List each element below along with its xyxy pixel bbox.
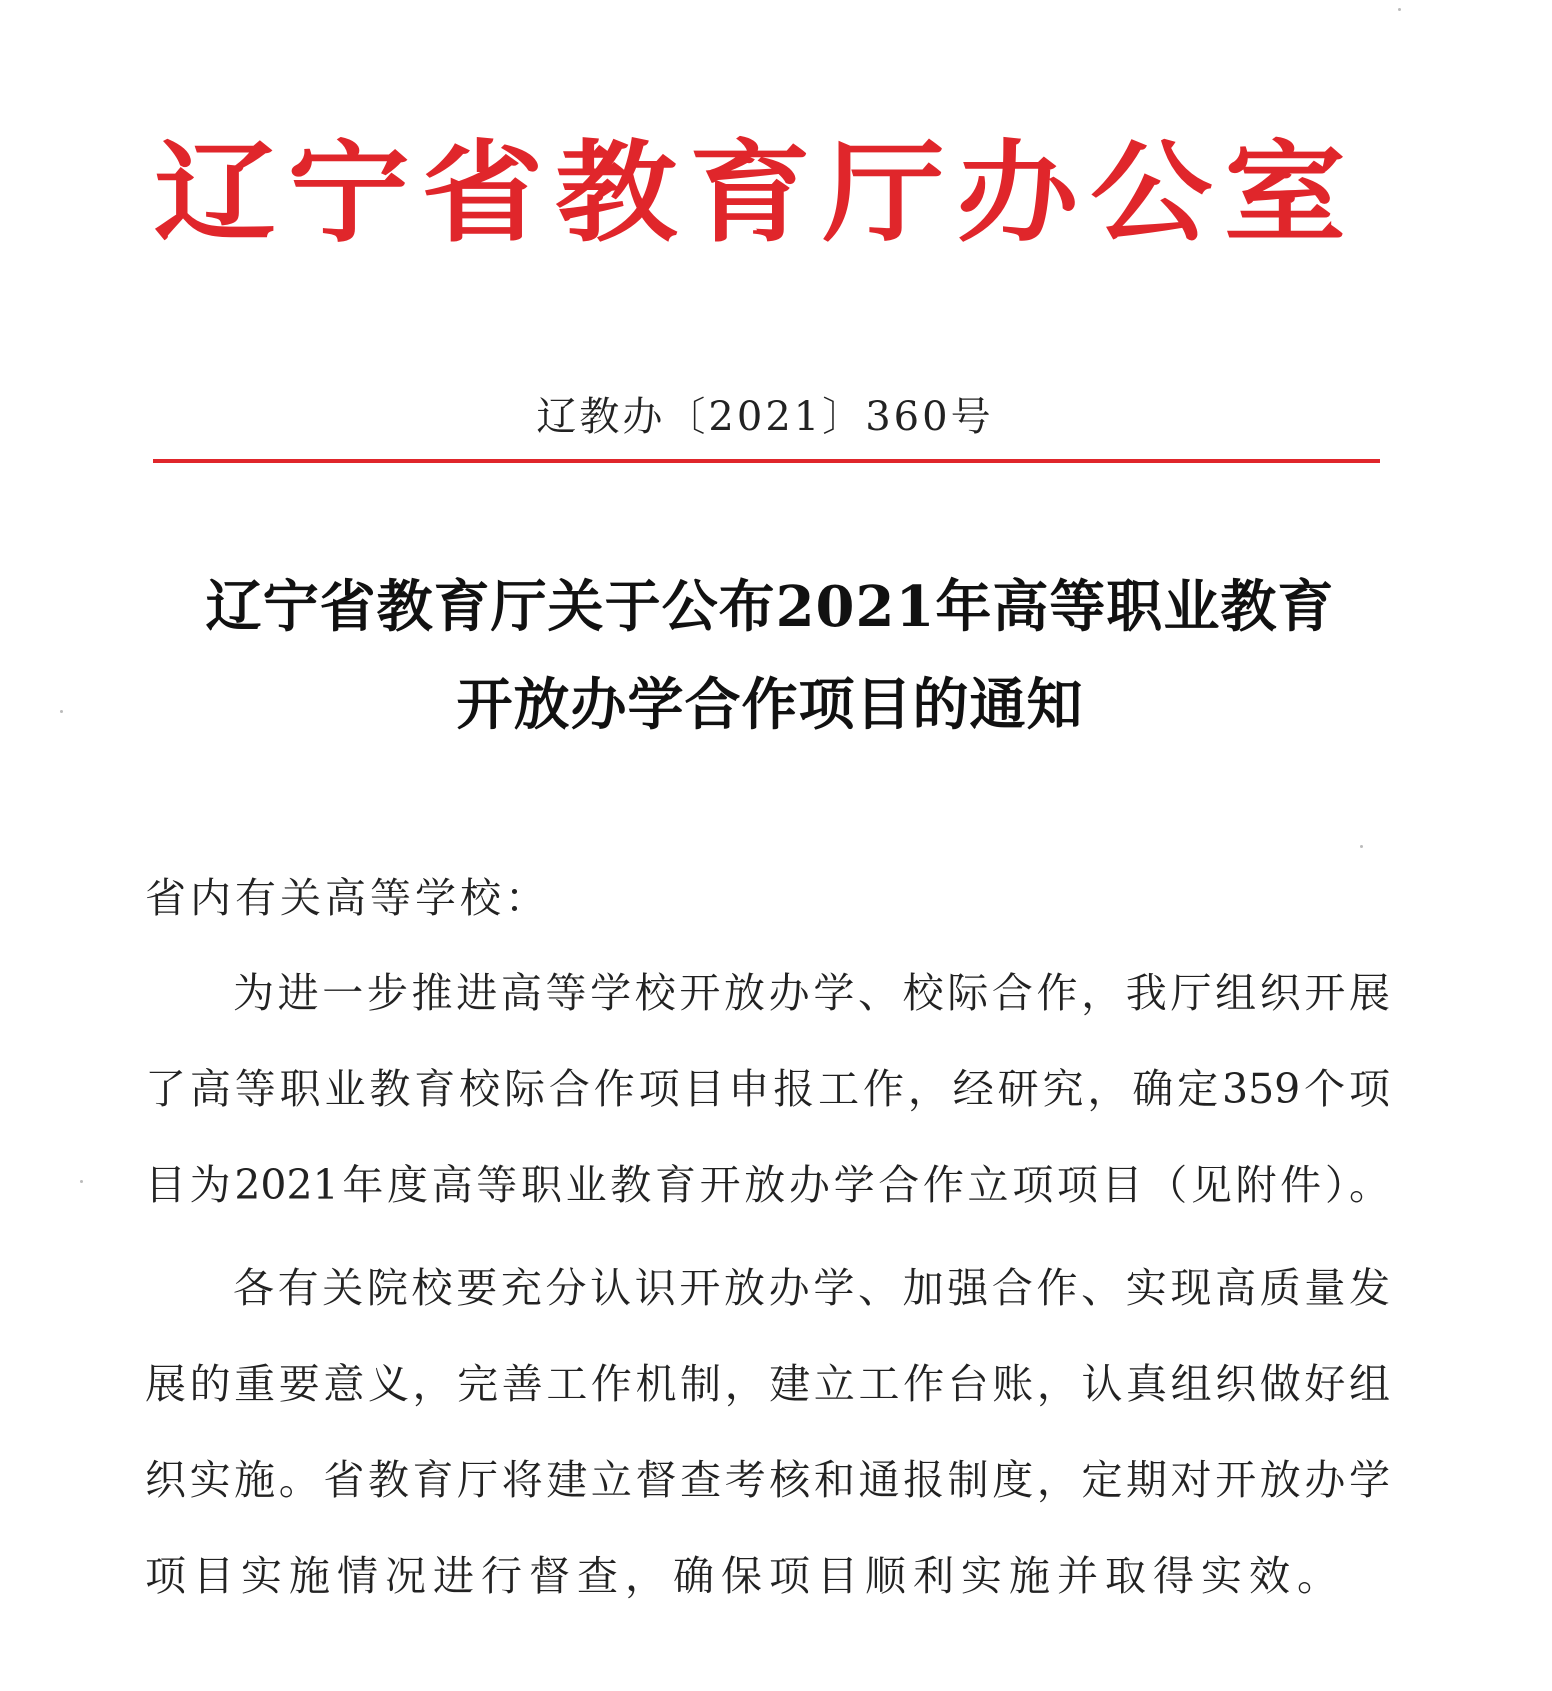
masthead-char: 宁 (287, 129, 410, 257)
masthead-char: 厅 (822, 129, 945, 257)
salutation: 省内有关高等学校： (145, 874, 550, 922)
paragraph-line: 目为2021年度高等职业教育开放办学合作立项项目（见附件）。 (145, 1161, 1390, 1209)
paragraph-line: 各有关院校要充分认识开放办学、加强合作、实现高质量发 (233, 1264, 1390, 1312)
paragraph-line: 为进一步推进高等学校开放办学、校际合作，我厅组织开展 (233, 969, 1390, 1017)
masthead-char: 省 (421, 129, 544, 257)
title-line-2: 开放办学合作项目的通知 (456, 672, 1084, 738)
masthead-char: 办 (956, 129, 1079, 257)
paragraph-2 (145, 1240, 1390, 1624)
paragraph-line: 了高等职业教育校际合作项目申报工作，经研究，确定359个项 (145, 1065, 1390, 1113)
red-divider-line (153, 459, 1380, 463)
title-line-1: 辽宁省教育厅关于公布2021年高等职业教育 (205, 574, 1335, 640)
masthead-char: 育 (689, 129, 811, 257)
issuer-masthead (150, 118, 1350, 268)
masthead-char: 辽 (154, 129, 276, 257)
paragraph-line: 项目实施情况进行督查，确保项目顺利实施并取得实效。 (145, 1552, 1345, 1600)
masthead-char: 公 (1090, 129, 1213, 257)
document-number: 辽教办〔2021〕360号 (536, 394, 994, 440)
scan-speck (1398, 8, 1401, 11)
paragraph-1 (145, 945, 1390, 1233)
scan-speck (60, 710, 63, 713)
masthead-char: 教 (555, 129, 678, 257)
document-title (120, 558, 1420, 754)
paragraph-line: 织实施。省教育厅将建立督查考核和通报制度，定期对开放办学 (145, 1456, 1390, 1504)
scan-speck (80, 1180, 83, 1183)
paragraph-line: 展的重要意义，完善工作机制，建立工作台账，认真组织做好组 (145, 1360, 1390, 1408)
scan-speck (1360, 845, 1363, 848)
masthead-char: 室 (1224, 129, 1346, 257)
